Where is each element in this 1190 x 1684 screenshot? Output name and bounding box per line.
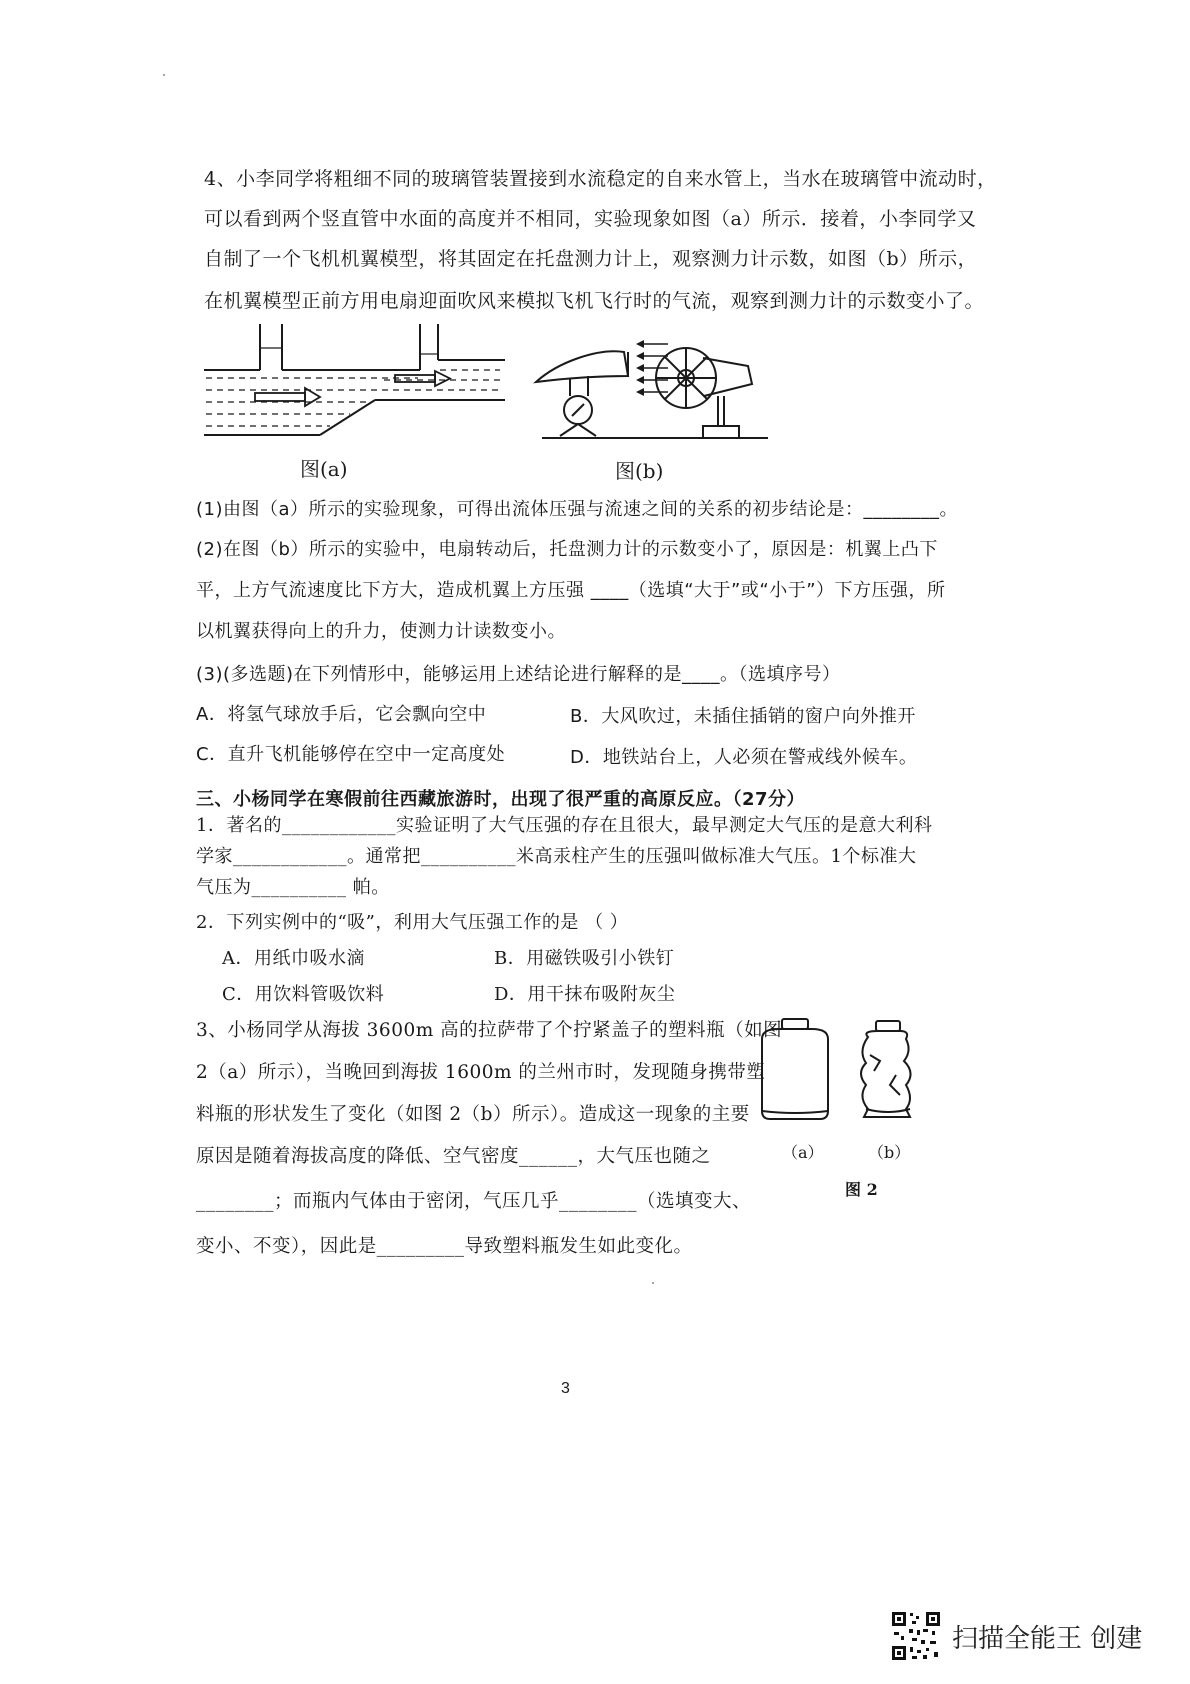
s3-q2-option-c: C．用饮料管吸饮料 [222,984,385,1005]
figure-b-caption: 图(b) [615,459,664,483]
s3-q3-line-1: 3、小杨同学从海拔 3600m 高的拉萨带了个拧紧盖子的塑料瓶（如图 [196,1020,783,1041]
q4-intro-line-2: 可以看到两个竖直管中水面的高度并不相同，实验现象如图（a）所示．接着，小李同学又 [204,208,977,230]
s3-q1-line-3: 气压为__________ 帕。 [196,877,390,898]
s3-q2-option-a: A．用纸巾吸水滴 [222,948,365,969]
s3-q1-line-1: 1．著名的____________实验证明了大气压强的存在且很大，最早测定大气压的是意大利科 [196,815,933,836]
s3-q2-stem: 2．下列实例中的“吸”，利用大气压强工作的是 （ ） [196,912,629,933]
figure-a-caption: 图(a) [300,457,348,481]
q4-option-c: C．直升飞机能够停在空中一定高度处 [196,744,506,765]
q4-sub1: (1)由图（a）所示的实验现象，可得出流体压强与流速之间的关系的初步结论是：________。 [196,499,959,520]
q4-option-b: B．大风吹过，未插住插销的窗户向外推开 [570,706,916,727]
s3-q3-line-3: 料瓶的形状发生了变化（如图 2（b）所示）。造成这一现象的主要 [196,1104,750,1125]
q4-intro-line-3: 自制了一个飞机机翼模型，将其固定在托盘测力计上，观察测力计示数，如图（b）所示， [204,248,978,270]
q4-sub3: (3)(多选题)在下列情形中，能够运用上述结论进行解释的是____。（选填序号） [196,664,841,685]
s3-q3-line-4: 原因是随着海拔高度的降低、空气密度______，大气压也随之 [196,1146,711,1167]
s3-q3-line-5: ________；而瓶内气体由于密闭，气压几乎________（选填变大、 [196,1191,752,1212]
scanner-watermark [890,1610,1142,1662]
s3-q3-line-6: 变小、不变），因此是_________导致塑料瓶发生如此变化。 [196,1236,693,1257]
s3-q3-line-2: 2（a）所示），当晚回到海拔 1600m 的兰州市时，发现随身携带塑 [196,1062,766,1083]
q4-option-a: A．将氢气球放手后，它会飘向空中 [196,704,487,725]
figure-2-caption: 图 2 [845,1180,878,1199]
q4-intro-line-4: 在机翼模型正前方用电扇迎面吹风来模拟飞机飞行时的气流，观察到测力计的示数变小了。 [204,290,985,312]
scan-speck [652,1282,654,1284]
qr-code-icon [890,1610,942,1662]
page-number: 3 [561,1380,570,1397]
figure-a-pipe-diagram [200,320,510,445]
q4-intro-line-1: 4、小李同学将粗细不同的玻璃管装置接到水流稳定的自来水管上，当水在玻璃管中流动时， [204,168,997,190]
watermark-text: 扫描全能王 创建 [952,1623,1143,1654]
figure-b-wing-fan-diagram [528,318,778,450]
q4-option-d: D．地铁站台上，人必须在警戒线外候车。 [570,747,918,768]
scan-speck [163,74,165,76]
s3-q2-option-b: B．用磁铁吸引小铁钉 [494,948,675,969]
section-3-heading: 三、小杨同学在寒假前往西藏旅游时，出现了很严重的高原反应。（27分） [196,789,806,810]
figure-2-bottles [750,1015,930,1125]
figure-2-label-b: （b） [868,1143,911,1162]
figure-2-label-a: （a） [782,1143,824,1162]
q4-sub2-line-1: (2)在图（b）所示的实验中，电扇转动后，托盘测力计的示数变小了，原因是：机翼上凸下 [196,539,938,560]
q4-sub2-line-2: 平，上方气流速度比下方大，造成机翼上方压强 ____（选填“大于”或“小于”）下方压强，所 [196,580,946,601]
s3-q2-option-d: D．用干抹布吸附灰尘 [494,984,676,1005]
s3-q1-line-2: 学家____________。通常把__________米高汞柱产生的压强叫做标准大气压。1个标准大 [196,846,917,867]
q4-sub2-line-3: 以机翼获得向上的升力，使测力计读数变小。 [196,621,566,642]
